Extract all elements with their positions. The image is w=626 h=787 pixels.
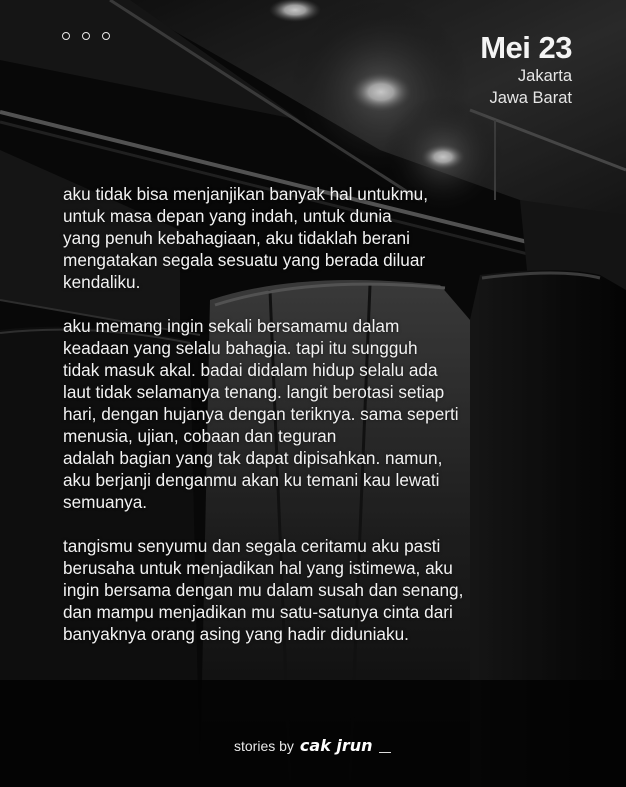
text-line: aku tidak bisa menjanjikan banyak hal untukmu, bbox=[63, 184, 428, 204]
text-line: kendaliku. bbox=[63, 272, 141, 292]
text-line: tidak masuk akal. badai didalam hidup selalu ada bbox=[63, 360, 438, 380]
dash-divider bbox=[379, 752, 391, 754]
circle-icon bbox=[102, 32, 110, 40]
text-line: menusia, ujian, cobaan dan teguran bbox=[63, 426, 337, 446]
credit-prefix: stories by bbox=[234, 738, 294, 754]
credit-author: cak jrun bbox=[299, 736, 373, 755]
text-line: tangismu senyumu dan segala ceritamu aku pasti bbox=[63, 536, 441, 556]
text-line: mengatakan segala sesuatu yang berada diluar bbox=[63, 250, 426, 270]
text-line: ingin bersama dengan mu dalam susah dan senang, bbox=[63, 580, 464, 600]
text-line: adalah bagian yang tak dapat dipisahkan. namun, bbox=[63, 448, 443, 468]
date-location-block bbox=[480, 32, 572, 107]
text-line: dan mampu menjadikan mu satu-satunya cinta dari bbox=[63, 602, 453, 622]
circle-icon bbox=[62, 32, 70, 40]
dot-icons bbox=[62, 32, 110, 40]
author-credit bbox=[234, 736, 391, 755]
text-line: semuanya. bbox=[63, 492, 148, 512]
paragraph-2 bbox=[63, 315, 553, 513]
text-line: untuk masa depan yang indah, untuk dunia bbox=[63, 206, 392, 226]
text-line: yang penuh kebahagiaan, aku tidaklah berani bbox=[63, 228, 410, 248]
text-line: keadaan yang selalu bahagia. tapi itu sungguh bbox=[63, 338, 418, 358]
paragraph-1 bbox=[63, 183, 553, 293]
text-line: berusaha untuk menjadikan hal yang istimewa, aku bbox=[63, 558, 453, 578]
paragraph-3 bbox=[63, 535, 553, 645]
text-line: banyaknya orang asing yang hadir diduniaku. bbox=[63, 624, 409, 644]
location-region: Jawa Barat bbox=[489, 89, 572, 107]
text-line: aku berjanji denganmu akan ku temani kau lewati bbox=[63, 470, 440, 490]
text-line: laut tidak selamanya tenang. langit berotasi setiap bbox=[63, 382, 445, 402]
text-line: aku memang ingin sekali bersamamu dalam bbox=[63, 316, 400, 336]
location-city: Jakarta bbox=[517, 67, 572, 85]
circle-icon bbox=[82, 32, 90, 40]
date-title: Mei 23 bbox=[480, 30, 572, 65]
text-line: hari, dengan hujanya dengan teriknya. sama seperti bbox=[63, 404, 459, 424]
story-text bbox=[63, 183, 553, 645]
